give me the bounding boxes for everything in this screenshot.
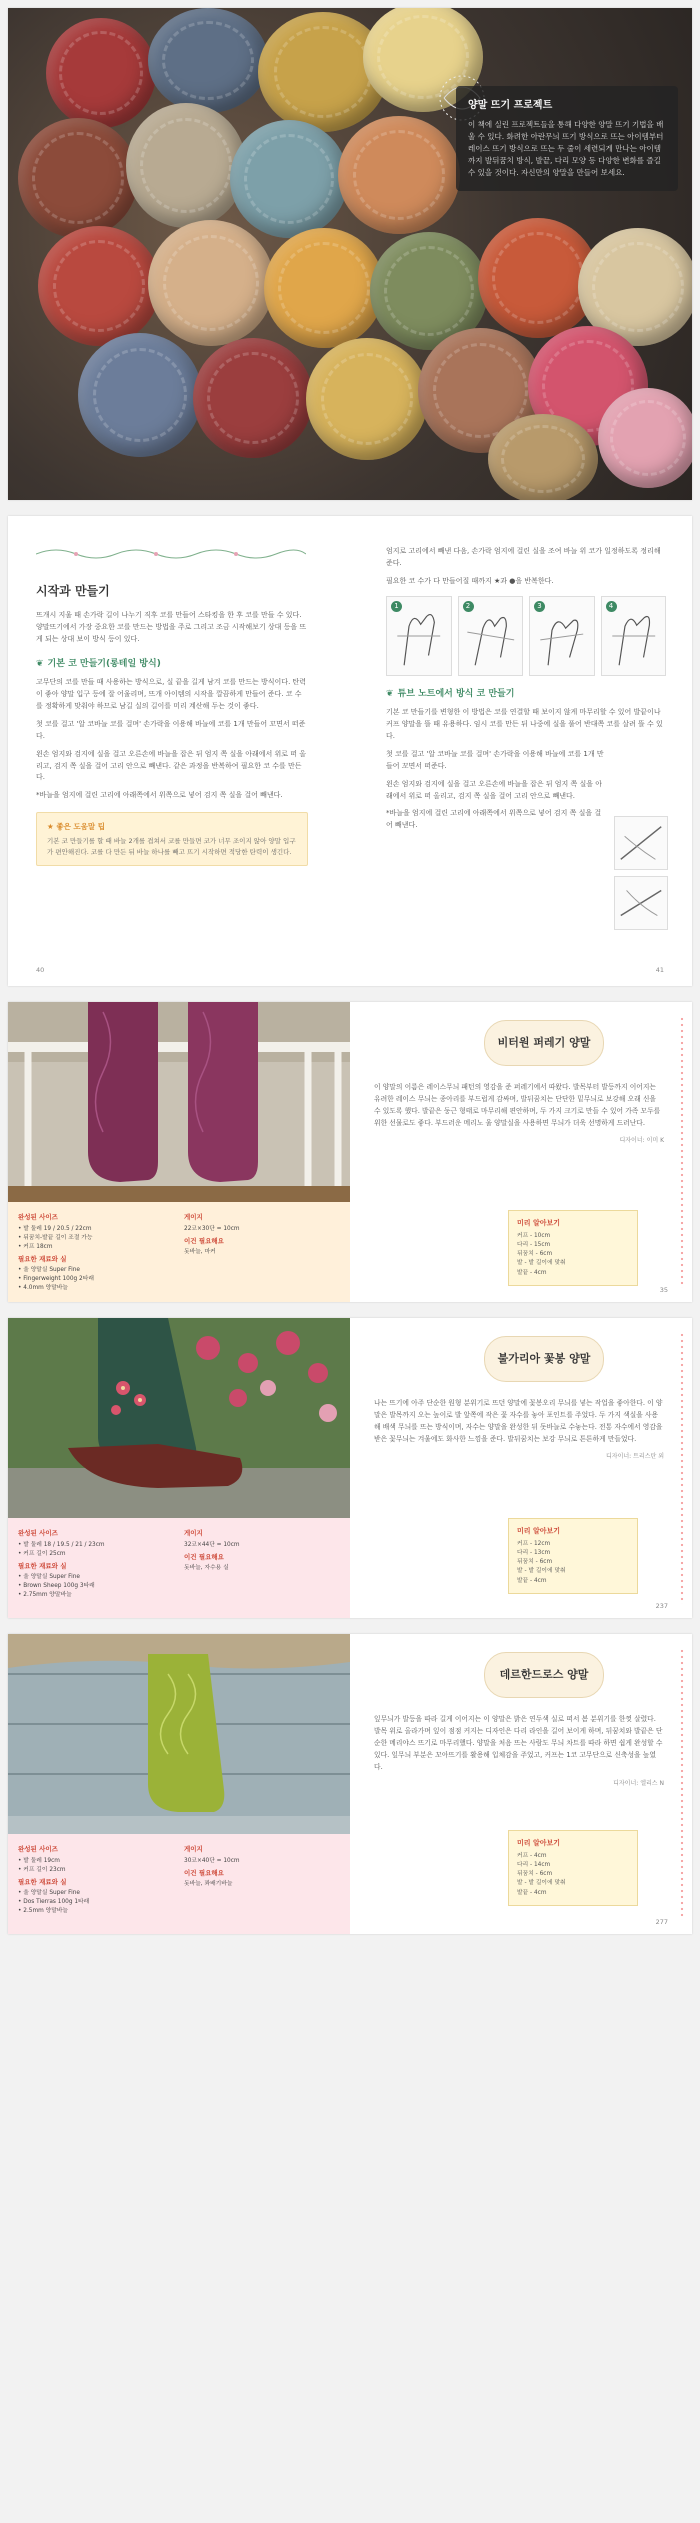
paragraph: 엄지로 고리에서 빼낸 다음, 손가락 엄지에 걸린 실을 조여 바늘 위 코가 일정하도록 정리해 준다.: [386, 547, 661, 567]
yarn-ball: [148, 220, 274, 346]
dotted-border: [680, 1648, 684, 1920]
hand-diagram: 1: [386, 596, 452, 676]
sock-photo: [8, 1318, 350, 1518]
paragraph: 첫 코를 걸고 '알 코바늘 코를 걸며' 손가락을 이용해 바늘에 코를 1개 만들어 꼬면서 떠준다.: [386, 749, 604, 770]
intro-box: [456, 86, 678, 191]
yarn-ball: [148, 8, 268, 113]
pattern-title: 불가리아 꽃봉 양말: [484, 1336, 604, 1382]
hand-diagram: 4: [601, 596, 667, 676]
needle-diagram: [614, 816, 668, 870]
subheading: ❦ 기본 코 만들기(롱테일 방식): [36, 658, 308, 672]
tip-title: ★ 좋은 도움말 팁: [47, 822, 106, 832]
paragraph: 기본 코 만들기를 변형한 이 방법은 코를 연결할 때 보이지 않게 마무리할 수 있어 발끝이나 커프 양말을 뜰 때 유용하다. 임시 코를 만든 뒤 나중에 실을 풀어 반대쪽 코를 살려 뜰 수 있다.: [386, 708, 663, 740]
note-box: 미리 알아보기 커프 - 12cm 다리 - 13cm 뒤꿈치 - 6cm 발 - 발 길이에 맞춰 발끝 - 4cm: [508, 1518, 638, 1594]
paragraph: *바늘을 엄지에 걸린 고리에 아래쪽에서 위쪽으로 넣어 검지 쪽 실을 걸어 빼낸다.: [386, 809, 602, 830]
hero-yarn-photo: [8, 8, 692, 500]
pattern-title: 비터원 퍼레기 양말: [484, 1020, 604, 1066]
sock-photo: [8, 1634, 350, 1834]
intro-title: 양말 뜨기 프로젝트: [468, 100, 553, 111]
page-number: 35: [659, 1286, 668, 1295]
yarn-ball: [46, 18, 156, 128]
designer-credit: 디자이너: 이미 K: [619, 1136, 664, 1144]
yarn-ball: [38, 226, 160, 346]
yarn-ball: [264, 228, 384, 348]
pattern-spread-3: [8, 1634, 692, 1934]
dotted-border: [680, 1332, 684, 1604]
yarn-ball: [306, 338, 428, 460]
hand-diagram: 2: [458, 596, 524, 676]
pattern-spread-2: [8, 1318, 692, 1618]
pattern-spread-1: [8, 1002, 692, 1302]
yarn-ball: [488, 414, 598, 500]
page-number: 40: [36, 966, 45, 975]
tip-text: 기본 코 만들기를 할 때 바늘 2개를 겹쳐서 코를 만들면 코가 너무 조이지 않아 양말 입구가 편안해진다. 코를 다 만든 뒤 바늘 하나를 빼고 뜨기 시작하면 적당한 탄력이 생긴다.: [47, 837, 296, 856]
needle-diagram: [614, 876, 668, 930]
yarn-ball: [18, 118, 138, 238]
technique-spread: [8, 516, 692, 986]
paragraph: *바늘을 엄지에 걸린 고리에 아래쪽에서 위쪽으로 넣어 검지 쪽 실을 걸어 빼낸다.: [36, 791, 283, 800]
page-number: 237: [655, 1602, 668, 1611]
page-number: 277: [655, 1918, 668, 1927]
yarn-ball: [338, 116, 460, 234]
right-page: [386, 546, 666, 838]
designer-credit: 디자이너: 엘리스 N: [613, 1780, 664, 1788]
yarn-ball: [78, 333, 202, 457]
pattern-description: 이 양말의 이름은 레이스무늬 패턴의 영감을 준 퍼레기에서 따왔다. 발목부터 발등까지 이어지는 유려한 레이스 무늬는 종아리를 부드럽게 감싸며, 발뒤꿈치는 단단한 밑무늬로 보강해 오래 신을 수 있도록 했다. 발끝은 둥근 형태로 마무리해 편안하며, 두 가지 크기로 만들 수 있어 가족 모두를 위한 선물로도 좋다. 부드러운 메리노 울 양말실을 사용하면 무늬가 더욱 선명하게 드러난다. 디자이너: 이미 K: [374, 1082, 664, 1146]
note-box: 미리 알아보기 커프 - 10cm 다리 - 15cm 뒤꿈치 - 6cm 발 - 발 길이에 맞춰 발끝 - 4cm: [508, 1210, 638, 1286]
vine-ornament-icon: [36, 546, 306, 562]
section-heading: 시작과 만들기: [36, 584, 110, 598]
yarn-ball: [230, 120, 348, 238]
leaf-icon: ❦: [36, 658, 44, 669]
paragraph: 필요한 코 수가 다 만들어질 때까지 ★과 ●을 반복한다.: [386, 576, 554, 585]
yarn-ball: [126, 103, 246, 228]
hand-diagram-row: [386, 596, 666, 676]
pattern-description: 나는 뜨기에 아주 단순한 원형 분위기로 뜨던 양말에 꽃봉오리 무늬를 넣는 작업을 좋아한다. 이 양말은 발목까지 오는 높이로 발 앞쪽에 작은 꽃 자수를 놓아 포인트를 주었다. 두 가지 색실을 사용해 배색 무늬를 뜨는 방식이며, 자수는 양말을 완성한 뒤 돗바늘로 수놓는다. 전통 자수에서 영감을 받은 꽃무늬는 겨울에도 화사한 느낌을 준다. 발뒤꿈치는 보강 무늬로 튼튼하게 만들었다. 디자이너: 트리스탄 외: [374, 1398, 664, 1462]
intro-text: 이 책에 실린 프로젝트들을 통해 다양한 양말 뜨기 기법을 배울 수 있다. 화려한 아란무늬 뜨기 방식으로 뜨는 아이템부터 레이스 뜨기 방식으로 뜨는 두 줄이 세련되게 만나는 아이템까지 발뒤꿈치 방식, 발끝, 다리 모양 등 다양한 변화를 즐길 수 있을 것이다. 자신만의 양말을 만들어 보세요.: [468, 120, 664, 177]
paragraph: 첫 코를 걸고 '알 코바늘 코를 걸며' 손가락을 이용해 바늘에 코를 1개 만들어 꼬면서 떠준다.: [36, 719, 306, 740]
yarn-ball: [598, 388, 692, 488]
paragraph: 왼손 엄지와 검지에 실을 걸고 오른손에 바늘을 잡은 뒤 엄지 쪽 실을 아래에서 위로 떠 올리고, 검지 쪽 실을 걸어 고리 안으로 빼낸다. 같은 과정을 반복하여 필요한 코 수를 만든다.: [36, 749, 307, 782]
spec-panel: 완성된 사이즈 • 발 둘레 19 / 20.5 / 22cm • 뒤꿈치-발끝 길이 조절 가능 • 커프 18cm 필요한 재료와 실 • 울 양말실 Super Fine • Fingerweight 100g 2타래 • 4.0mm 양말바늘 게이지 22코×30단 = 10cm 이건 필요해요 돗바늘, 마커: [8, 1202, 350, 1302]
yarn-ball: [193, 338, 313, 458]
dotted-border: [680, 1016, 684, 1288]
paragraph: 왼손 엄지와 검지에 실을 걸고 오른손에 바늘을 잡은 뒤 엄지 쪽 실을 아래에서 위로 떠 올리고, 검지 쪽 실을 걸어 고리 안으로 빼낸다.: [386, 779, 603, 800]
intro-paragraph: 뜨개시 지울 때 손가락 길이 나누기 직후 코를 만들어 스타킹을 한 후 코를 만들 수 있다. 양말뜨기에서 가장 중요한 코를 만드는 방법을 주로 그리고 조금 시작해보기 상대 등을 뜨게 되는 상대 보이 방식 등이 있다.: [36, 611, 307, 643]
subheading: ❦ 튜브 노트에서 방식 코 만들기: [386, 688, 666, 702]
pattern-title: 데르한드로스 양말: [484, 1652, 604, 1698]
page-number: 41: [655, 966, 664, 975]
left-page: [36, 546, 308, 866]
tip-box: [36, 812, 308, 866]
note-box: 미리 알아보기 커프 - 4cm 다리 - 14cm 뒤꿈치 - 6cm 발 - 발 길이에 맞춰 발끝 - 4cm: [508, 1830, 638, 1906]
designer-credit: 디자이너: 트리스탄 외: [605, 1452, 664, 1460]
sock-photo: [8, 1002, 350, 1202]
spec-panel: 완성된 사이즈 • 발 둘레 18 / 19.5 / 21 / 23cm • 커프 길이 25cm 필요한 재료와 실 • 울 양말실 Super Fine • Brown Sheep 100g 3타래 • 2.75mm 양말바늘 게이지 32코×44단 = 10cm 이건 필요해요 돗바늘, 자수용 실: [8, 1518, 350, 1618]
spec-panel: 완성된 사이즈 • 발 둘레 19cm • 커프 길이 23cm 필요한 재료와 실 • 울 양말실 Super Fine • Dos Tierras 100g 1타래 • 2.5mm 양말바늘 게이지 30코×40단 = 10cm 이건 필요해요 돗바늘, 꽈배기바늘: [8, 1834, 350, 1934]
pattern-description: 잎무늬가 발등을 따라 길게 이어지는 이 양말은 밝은 연두색 실로 떠서 봄 분위기를 한껏 살렸다. 발목 위로 올라가며 잎이 점점 커지는 디자인은 다리 라인을 길어 보이게 하며, 뒤꿈치와 발끝은 단순한 메리야스 뜨기로 마무리했다. 양말을 처음 뜨는 사람도 무늬 차트를 따라 하면 쉽게 완성할 수 있다. 잎무늬 부분은 꼬아뜨기를 활용해 입체감을 주었고, 커프는 1코 고무단으로 신축성을 높였다. 디자이너: 엘리스 N: [374, 1714, 664, 1790]
leaf-icon: ❦: [386, 688, 394, 699]
hand-diagram: 3: [529, 596, 595, 676]
paragraph: 고무단의 코를 만들 때 사용하는 방식으로, 실 끝을 길게 남겨 코를 만드는 방식이다. 탄력이 좋아 양말 입구 등에 잘 어울리며, 뜨개 아이템의 시작을 깔끔하게 만들어 준다. 코 수를 정확하게 맞춰야 하므로 남길 실의 길이를 미리 계산해 두는 것이 좋다.: [36, 678, 307, 710]
